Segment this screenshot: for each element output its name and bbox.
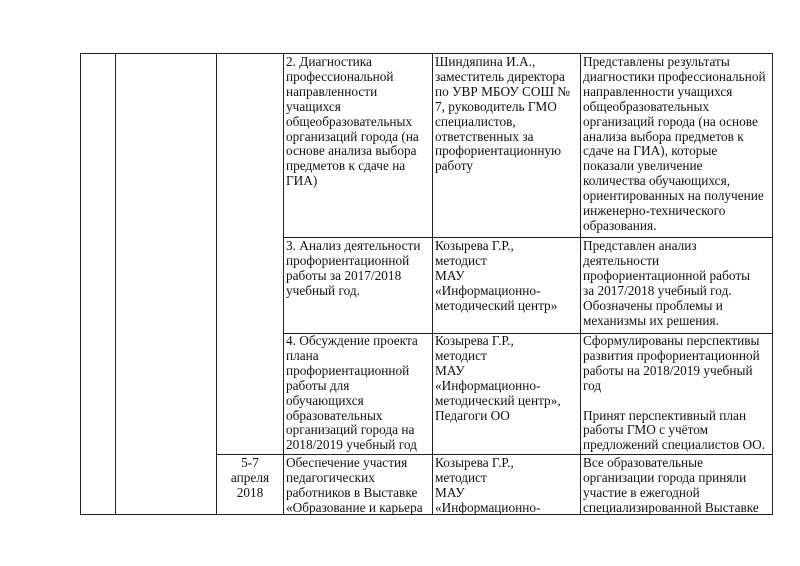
table-row-responsible: Козырева Г.Р., методист МАУ «Информационно- bbox=[435, 455, 541, 515]
table-row-event: 4. Обсуждение проекта плана профориентационной работы для обучающихся образовательных организаций города на 2018/2019 учебный год bbox=[286, 333, 418, 453]
table-row-event: 2. Диагностика профессиональной направленности учащихся общеобразовательных организаций города (на основе анализа выбора предметов к сдаче на ГИА) bbox=[286, 54, 419, 189]
table-row-date: 5-7 апреля 2018 bbox=[230, 455, 270, 500]
table-row-responsible: Козырева Г.Р., методист МАУ «Информационно- методический центр» bbox=[435, 238, 558, 313]
table-border bbox=[772, 53, 773, 515]
table-border bbox=[216, 53, 217, 515]
table-row-result: Представлен анализ деятельности профориентационной работы за 2017/2018 учебный год. Обозначены проблемы и механизмы их решения. bbox=[583, 238, 751, 328]
table-row-event: 3. Анализ деятельности профориентационной работы за 2017/2018 учебный год. bbox=[286, 238, 421, 298]
table-row-result: Все образовательные организации города приняли участие в ежегодной специализированной Выставке bbox=[583, 455, 759, 515]
table-row-result: Представлены результаты диагностики профессиональной направленности учащихся общеобразовательных организаций города (на основе анализа выбора предметов к сдаче на ГИА), которые показали увеличение количества обучающихся, ориентированных на получение инженерно-технического образования. bbox=[583, 54, 766, 233]
table-border bbox=[80, 53, 81, 515]
table-row-responsible: Козырева Г.Р., методист МАУ «Информационно- методический центр», Педагоги ОО bbox=[435, 333, 561, 423]
table-border bbox=[115, 53, 116, 515]
table-row-event: Обеспечение участия педагогических работников в Выставке «Образование и карьера bbox=[286, 455, 423, 515]
table-row-result: Сформулированы перспективы развития профориентационной работы на 2018/2019 учебный год Принят перспективный план работы ГМО с учётом предложений специалистов ОО. bbox=[583, 333, 766, 453]
table-row-responsible: Шиндяпина И.А., заместитель директора по УВР МБОУ СОШ № 7, руководитель ГМО специалистов, ответственных за профориентационную работу bbox=[435, 54, 570, 174]
